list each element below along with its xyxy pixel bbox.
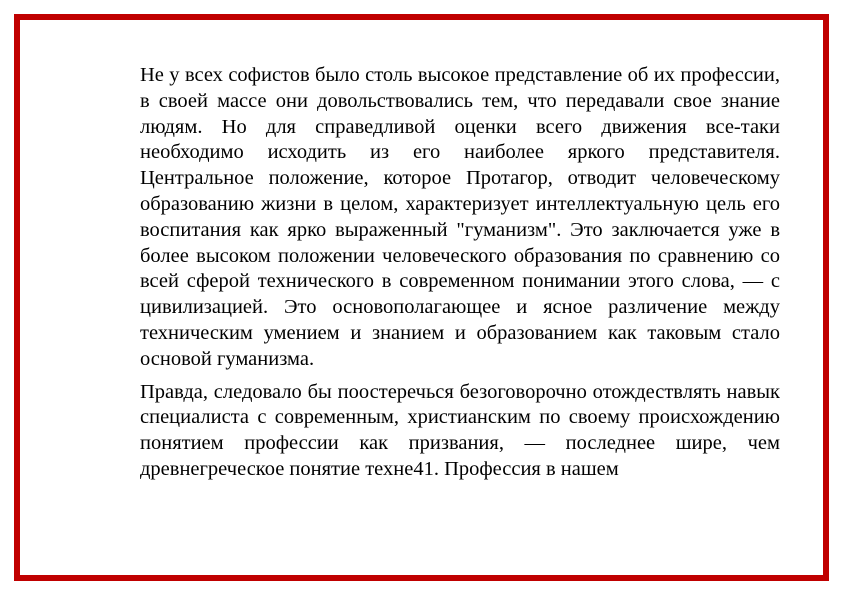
slide-text-body bbox=[140, 63, 780, 490]
paragraph-1: Не у всех софистов было столь высокое представление об их профессии, в своей массе они довольствовались тем, что передавали свое знание людям. Но для справедливой оценки всего движения все-таки необходимо исходить из его наиболее яркого представителя. Центральное положение, которое Протагор, отводит человеческому образованию жизни в целом, характеризует интеллектуальную цель его воспитания как ярко выраженный "гуманизм". Это заключается уже в более высоком положении человеческого образования по сравнению со всей сферой технического в современном понимании этого слова, — с цивилизацией. Это основополагающее и ясное различение между техническим умением и знанием и образованием как таковым стало основой гуманизма. bbox=[140, 64, 780, 370]
slide-frame bbox=[14, 14, 829, 581]
paragraph-2: Правда, следовало бы поостеречься безоговорочно отождествлять навык специалиста с современным, христианским по своему происхождению понятием профессии как призвания, — последнее шире, чем древнегреческое понятие техне41. Профессия в нашем bbox=[140, 380, 780, 480]
